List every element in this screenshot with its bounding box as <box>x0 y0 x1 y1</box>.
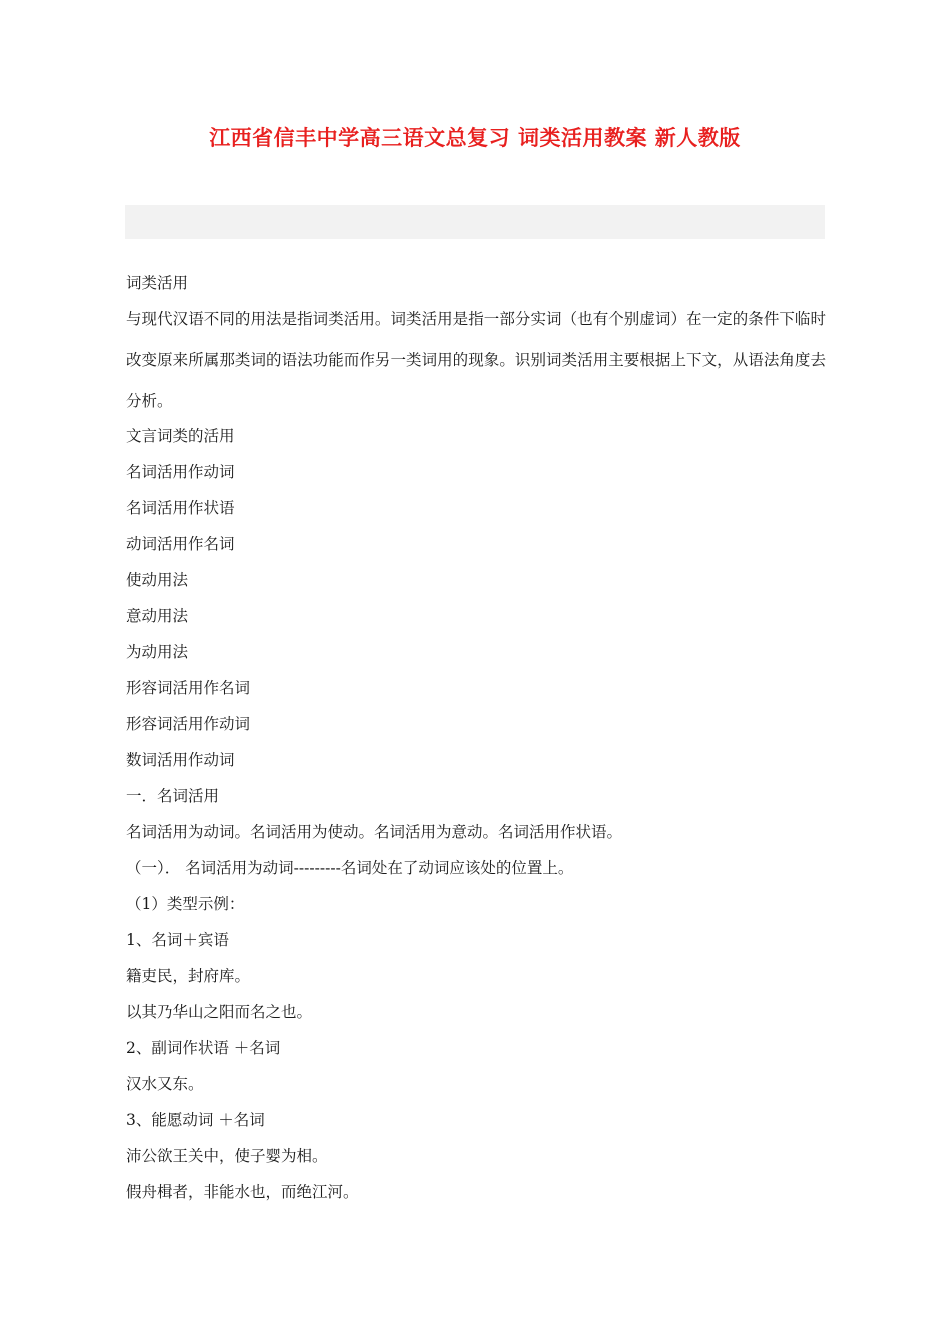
text-line: 为动用法 <box>126 643 189 661</box>
text-line: 汉水又东。 <box>126 1075 204 1093</box>
text-line: 形容词活用作名词 <box>126 679 251 697</box>
document-body <box>126 270 826 1215</box>
text-line: 数词活用作动词 <box>126 751 235 769</box>
text-line: 名词活用作动词 <box>126 463 235 481</box>
text-line: 籍吏民，封府库。 <box>126 967 251 985</box>
text-line: （一）． 名词活用为动词---------名词处在了动词应该处的位置上。 <box>126 859 574 877</box>
text-line: 1、名词＋宾语 <box>126 931 229 949</box>
text-line: 名词活用作状语 <box>126 499 235 517</box>
text-line: 使动用法 <box>126 571 189 589</box>
header-band <box>125 205 825 239</box>
text-line: 沛公欲王关中，使子婴为相。 <box>126 1147 328 1165</box>
text-line: 一．名词活用 <box>126 787 220 805</box>
text-line: 2、副词作状语 ＋名词 <box>126 1039 281 1057</box>
text-line: 假舟楫者，非能水也，而绝江河。 <box>126 1183 359 1201</box>
text-line: 动词活用作名词 <box>126 535 235 553</box>
text-line: 形容词活用作动词 <box>126 715 251 733</box>
text-line: 以其乃华山之阳而名之也。 <box>126 1003 313 1021</box>
text-line: 3、能愿动词 ＋名词 <box>126 1111 265 1129</box>
text-line: 名词活用为动词。名词活用为使动。名词活用为意动。名词活用作状语。 <box>126 823 623 841</box>
text-line: 文言词类的活用 <box>126 427 235 445</box>
document-title: 江西省信丰中学高三语文总复习 词类活用教案 新人教版 <box>209 125 741 150</box>
intro-paragraph: 与现代汉语不同的用法是指词类活用。词类活用是指一部分实词（也有个别虚词）在一定的条件下临时改变原来所属那类词的语法功能而作另一类词用的现象。识别词类活用主要根据上下文，从语法角度去分析。 <box>126 310 826 410</box>
section-heading: 词类活用 <box>126 274 189 292</box>
text-line: 意动用法 <box>126 607 189 625</box>
text-line: （1）类型示例： <box>126 895 245 913</box>
